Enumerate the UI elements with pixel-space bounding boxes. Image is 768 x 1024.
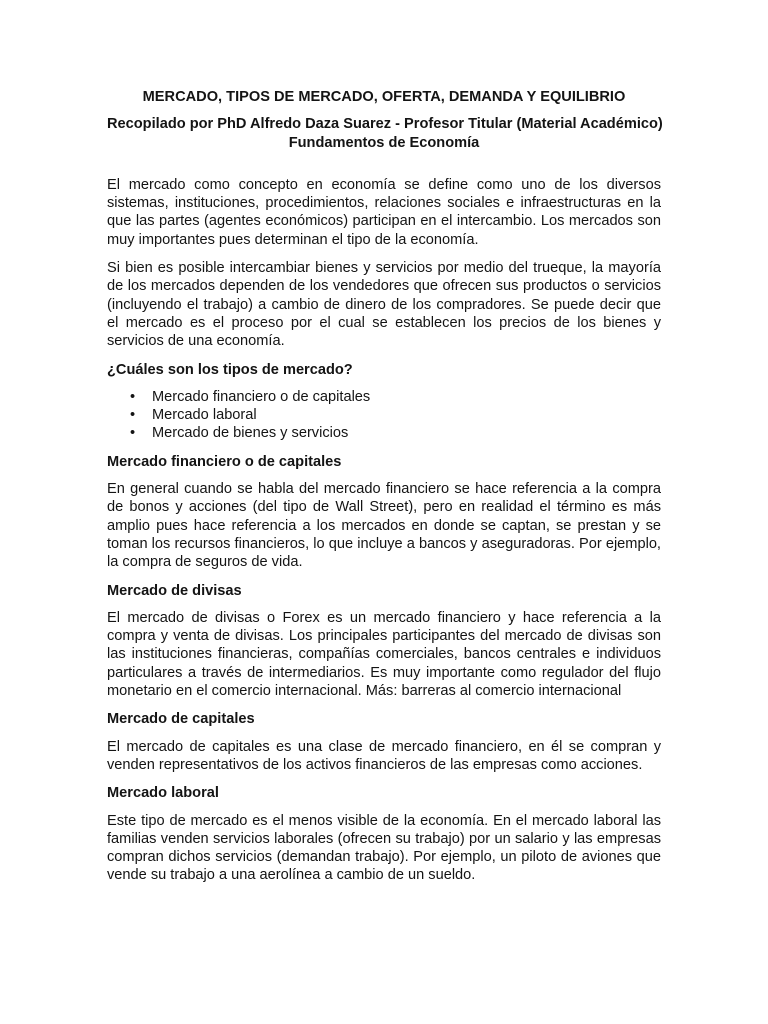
- financial-market-paragraph: En general cuando se habla del mercado financiero se hace referencia a la compra de bonos y acciones (del tipo de Wall Street), pero en realidad el término es más amplio pues hace referencia a los mercados en donde se captan, se prestan y se toman los recursos financieros, lo que incluye a bancos y aseguradoras. Por ejemplo, la compra de seguros de vida.: [107, 481, 661, 571]
- forex-market-paragraph: El mercado de divisas o Forex es un mercado financiero y hace referencia a la compra y venta de divisas. Los principales participantes del mercado de divisas son las instituciones financieras, compañías comerciales, bancos centrales e individuos particulares a través de intermediarios. Es muy importante como regulador del flujo monetario en el comercio internacional. Más: barreras al comercio internacional: [107, 609, 661, 700]
- list-item-label: Mercado financiero o de capitales: [152, 388, 371, 405]
- intro-paragraph-1: El mercado como concepto en economía se define como uno de los diversos sistemas, instituciones, procedimientos, relaciones sociales e infraestructuras en la que las partes (agentes económicos) participan en el intercambio. Los mercados son muy importantes pues determinan el tipo de la economía.: [107, 176, 661, 248]
- forex-market-heading: Mercado de divisas: [107, 582, 242, 599]
- bullet-icon: •: [130, 425, 136, 442]
- types-heading: ¿Cuáles son los tipos de mercado?: [107, 361, 353, 378]
- market-types-list: [107, 388, 661, 443]
- list-item: [130, 388, 661, 406]
- list-item: [130, 424, 661, 442]
- author-line: Recopilado por PhD Alfredo Daza Suarez - Profesor Titular (Material Académico): [107, 116, 663, 133]
- bullet-icon: •: [130, 388, 136, 405]
- intro-paragraph-2: Si bien es posible intercambiar bienes y servicios por medio del trueque, la mayoría de los mercados dependen de los vendedores que ofrecen sus productos o servicios (incluyendo el trabajo) a cambio de dinero de los compradores. Se puede decir que el mercado es el proceso por el cual se establecen los precios de los bienes y servicios de una economía.: [107, 260, 661, 350]
- document-subtitle: [107, 115, 661, 152]
- financial-market-heading: Mercado financiero o de capitales: [107, 453, 342, 470]
- list-item-label: Mercado laboral: [152, 407, 257, 424]
- capital-market-heading: Mercado de capitales: [107, 711, 255, 728]
- list-item-label: Mercado de bienes y servicios: [152, 425, 349, 442]
- capital-market-paragraph: El mercado de capitales es una clase de mercado financiero, en él se compran y venden representativos de los activos financieros de las empresas como acciones.: [107, 738, 661, 773]
- course-line: Fundamentos de Economía: [288, 134, 480, 151]
- labor-market-paragraph: Este tipo de mercado es el menos visible de la economía. En el mercado laboral las familias venden servicios laborales (ofrecen su trabajo) por un salario y las empresas compran dichos servicios (demandan trabajo). Por ejemplo, un piloto de aviones que vende su trabajo a una aerolínea a cambio de un sueldo.: [107, 812, 661, 884]
- document-title: MERCADO, TIPOS DE MERCADO, OFERTA, DEMANDA Y EQUILIBRIO: [142, 89, 626, 105]
- list-item: [130, 406, 661, 424]
- labor-market-heading: Mercado laboral: [107, 785, 219, 802]
- bullet-icon: •: [130, 407, 136, 424]
